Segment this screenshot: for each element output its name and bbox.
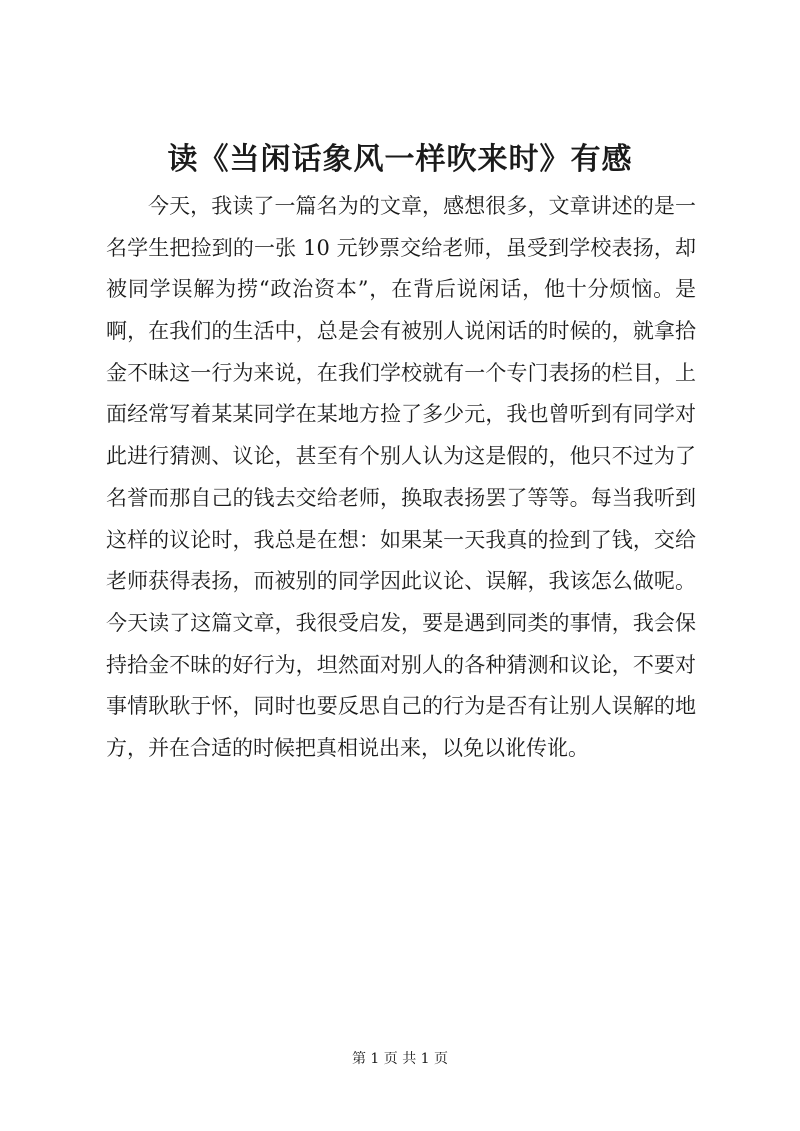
paragraph-line: 老师获得表扬，而被别的同学因此议论、误解，我该怎么做呢。 [106, 569, 696, 594]
body-paragraph [106, 186, 696, 770]
paragraph-line: 金不昧这一行为来说，在我们学校就有一个专门表扬的栏目，上 [106, 360, 696, 385]
paragraph-line: 被同学误解为捞“政治资本”，在背后说闲话，他十分烦恼。是 [106, 277, 696, 302]
paragraph-line: 今天，我读了一篇名为的文章，感想很多，文章讲述的是一 [148, 194, 696, 218]
paragraph-line: 名誉而那自己的钱去交给老师，换取表扬罢了等等。每当我听到 [106, 485, 696, 510]
paragraph-line: 名学生把捡到的一张 10 元钞票交给老师，虽受到学校表扬，却 [106, 235, 696, 260]
paragraph-line: 事情耿耿于怀，同时也要反思自己的行为是否有让别人误解的地 [106, 694, 696, 719]
paragraph-line: 啊，在我们的生活中，总是会有被别人说闲话的时候的，就拿拾 [106, 319, 696, 344]
paragraph-line: 持拾金不昧的好行为，坦然面对别人的各种猜测和议论，不要对 [106, 652, 696, 677]
paragraph-line: 方，并在合适的时候把真相说出来，以免以讹传讹。 [106, 735, 589, 760]
paragraph-line: 今天读了这篇文章，我很受启发，要是遇到同类的事情，我会保 [106, 610, 696, 635]
page-footer: 第 1 页 共 1 页 [351, 1051, 449, 1067]
paragraph-line: 这样的议论时，我总是在想：如果某一天我真的捡到了钱，交给 [106, 527, 696, 552]
paragraph-line: 此进行猜测、议论，甚至有个别人认为这是假的，他只不过为了 [106, 444, 696, 469]
paragraph-line: 面经常写着某某同学在某地方捡了多少元，我也曾听到有同学对 [106, 402, 696, 427]
document-title: 读《当闲话象风一样吹来时》有感 [167, 142, 633, 177]
